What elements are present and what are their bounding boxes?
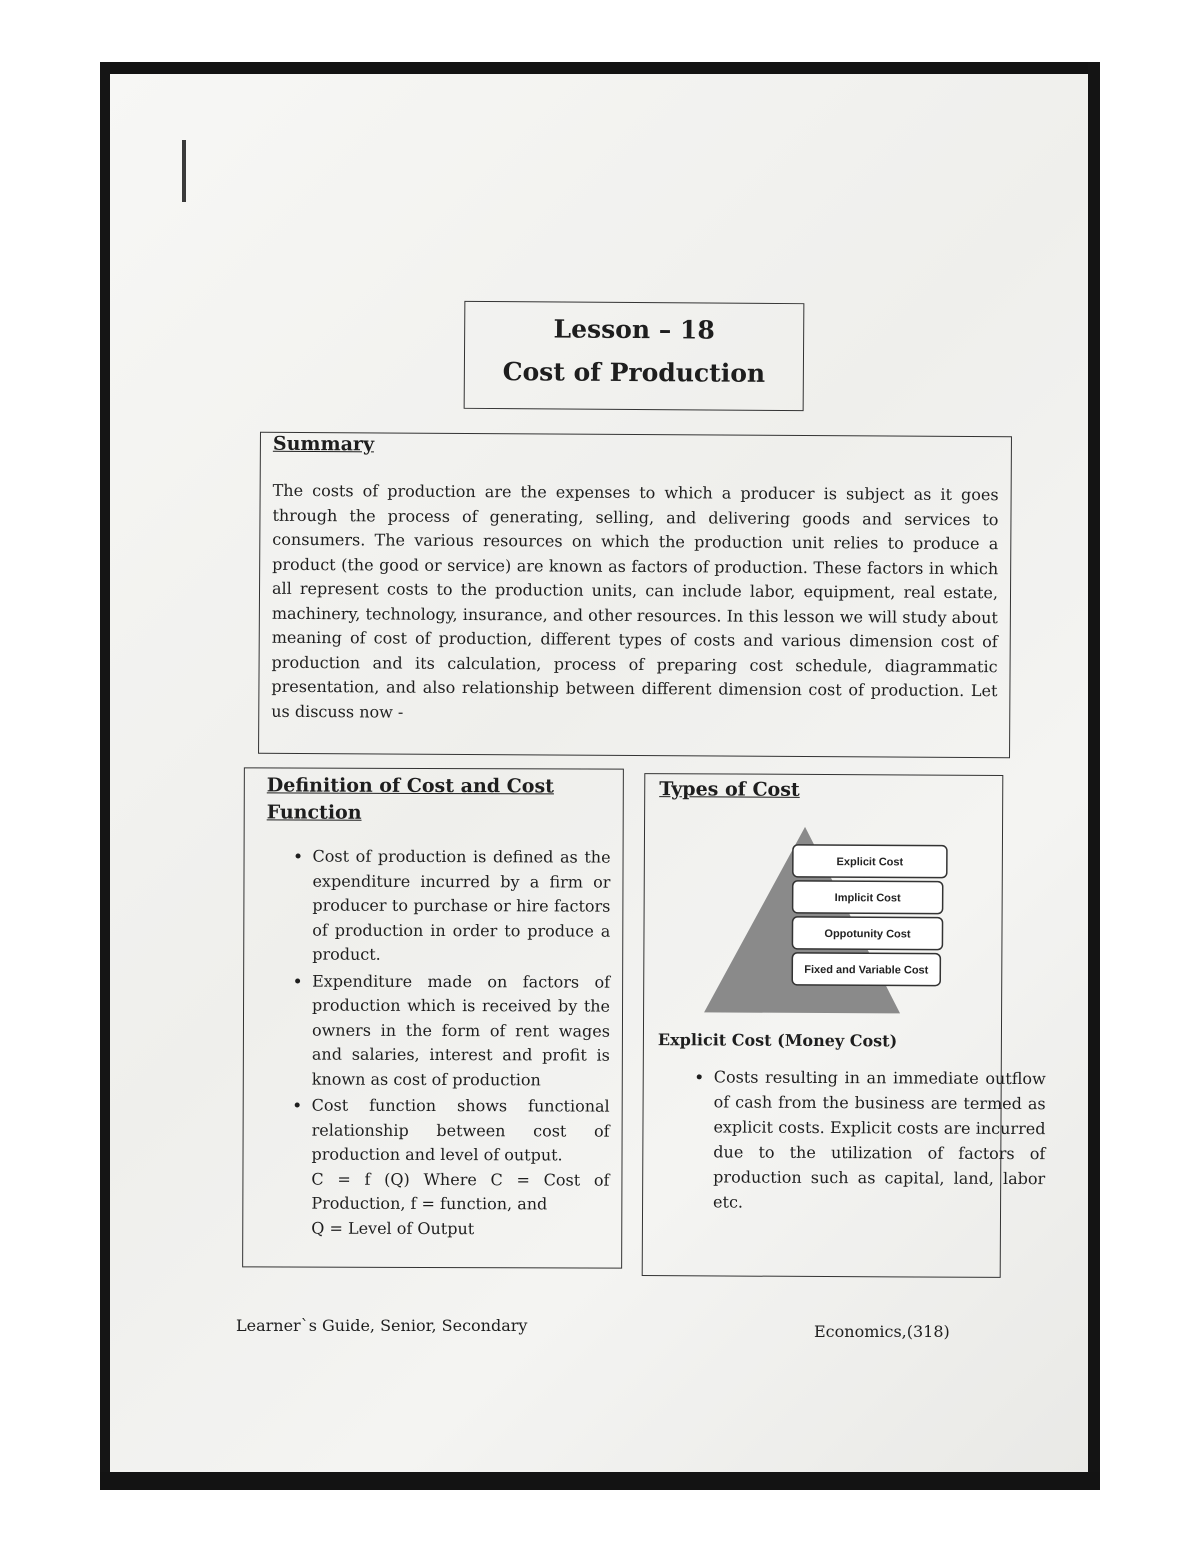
lesson-title: Cost of Production — [502, 357, 766, 388]
cost-function-formula: C = f (Q) Where C = Cost of Production, f = function, and — [311, 1169, 610, 1214]
lesson-title-box — [464, 301, 805, 411]
tier-label-opportunity: Oppotunity Cost — [824, 928, 911, 941]
scan-edge-bottom — [100, 1472, 1100, 1490]
cost-function-output: Q = Level of Output — [311, 1218, 475, 1238]
scan-edge-right — [1088, 62, 1100, 1490]
summary-box — [258, 432, 1012, 759]
explicit-cost-list — [657, 1064, 1046, 1216]
cost-pyramid-diagram — [644, 820, 1004, 1022]
tier-label-implicit: Implicit Cost — [834, 892, 901, 905]
footer-subject-code: Economics,(318) — [814, 1322, 950, 1341]
list-item — [311, 1094, 610, 1242]
definition-heading: Definition of Cost and Cost Function — [266, 774, 555, 824]
explicit-cost-heading: Explicit Cost (Money Cost) — [657, 1030, 898, 1051]
binder-mark — [182, 140, 186, 202]
list-item-text: Cost function shows functional relationship between cost of production and level of output. — [311, 1095, 610, 1165]
footer-guide-title: Learner`s Guide, Senior, Secondary — [236, 1316, 528, 1335]
tier-label-explicit: Explicit Cost — [836, 856, 904, 869]
scan-edge-left — [100, 62, 110, 1490]
tier-label-fixed-variable: Fixed and Variable Cost — [804, 963, 929, 977]
summary-text: The costs of production are the expenses to which a producer is subject as it goes through the process of generating, selling, and delivering goods and services to consumers. The various resources on which the production unit relies to produce a product (the good or service) are known as factors of production. These factors in which all represent costs to the production units, can include labor, equipment, real estate, machinery, technology, insurance, and other resources. In this lesson we will study about meaning of cost of production, different types of costs and various dimension cost of production and its calculation, process of preparing cost schedule, diagrammatic presentation, and also relationship between different dimension cost of production. Let us discuss now - — [271, 480, 999, 722]
lesson-number: Lesson – 18 — [553, 314, 715, 345]
definition-box — [242, 767, 624, 1268]
list-item: • Cost of production is defined as the expenditure incurred by a firm or producer to purchase or hire factors of production in order to produce a product. — [312, 845, 610, 969]
list-item: • Expenditure made on factors of production which is received by the owners in the form of rent wages and salaries, interest and profit is known as cost of production — [312, 969, 610, 1093]
definition-list — [265, 844, 610, 1241]
list-item: • Costs resulting in an immediate outflow of cash from the business are termed as explicit costs. Explicit costs are incurred due to the utilization of factors of production such as capital, land, labor etc. — [713, 1064, 1046, 1216]
summary-heading: Summary — [272, 432, 375, 456]
types-heading: Types of Cost — [659, 778, 800, 801]
types-of-cost-box — [642, 773, 1046, 1278]
